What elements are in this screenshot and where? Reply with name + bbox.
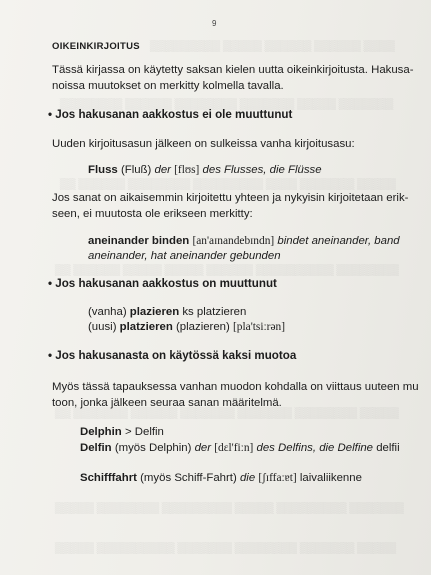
show-through-texture: ▒▒▒▒▒▒▒ ▒▒▒▒▒▒▒▒▒ ▒▒▒▒▒ ▒▒▒▒▒▒▒▒▒ ▒▒▒▒▒▒▒▒ ▒▒▒▒▒ xyxy=(55,502,404,514)
inflection: aneinander, hat aneinander gebunden xyxy=(88,250,281,262)
headword: plazieren xyxy=(129,306,180,318)
example-aneinander-line-1 xyxy=(88,234,400,250)
example-schifffahrt xyxy=(80,471,362,487)
headword: platzieren xyxy=(119,321,173,333)
bullet-heading-1: • Jos hakusanan aakkostus ei ole muuttunut xyxy=(48,108,293,121)
paragraph-3-line-2: toon, jonka jälkeen seuraa sanan määritelmä. xyxy=(52,397,282,409)
example-aneinander-line-2 xyxy=(88,249,281,265)
old-spelling: (plazieren) xyxy=(176,321,230,333)
cross-reference: > Delfin xyxy=(124,426,164,438)
headword: Fluss xyxy=(88,164,118,176)
page-number: 9 xyxy=(212,19,217,28)
show-through-texture: ▒▒▒▒▒▒▒▒ ▒▒▒▒▒▒▒▒▒▒ ▒▒▒▒▒▒ ▒▒▒▒▒ ▒▒▒▒▒ ▒▒▒▒▒▒ ▒▒ xyxy=(55,264,399,276)
inflection: des Delfins, die Delfine xyxy=(256,442,374,454)
variant: (myös Schiff-Fahrt) xyxy=(140,472,237,484)
headword: Delfin xyxy=(80,442,112,454)
show-through-texture: ▒▒▒▒ ▒▒▒▒▒▒ ▒▒▒▒▒▒ ▒▒▒▒▒ ▒▒▒▒▒▒▒▒▒ xyxy=(150,40,395,52)
article: der xyxy=(154,164,171,176)
pronunciation: [ʃɪffaːɐt] xyxy=(258,472,297,484)
pronunciation: [dɛl'fiːn] xyxy=(214,442,254,454)
label: (uusi) xyxy=(88,321,117,333)
paragraph-2-line-1: Jos sanat on aikaisemmin kirjoitettu yhteen ja nykyisin kirjoitetaan erik- xyxy=(52,192,409,204)
bullet-heading-2: • Jos hakusanan aakkostus on muuttunut xyxy=(48,277,277,290)
show-through-texture: ▒▒▒▒▒ ▒▒▒▒▒▒▒▒ ▒▒▒▒▒▒▒ ▒▒▒▒▒▒▒ ▒▒▒▒▒▒ ▒▒▒▒▒▒▒ ▒▒ xyxy=(55,407,399,419)
headword: aneinander binden xyxy=(88,235,190,247)
bullet-heading-3: • Jos hakusanasta on käytössä kaksi muotoa xyxy=(48,349,297,362)
show-through-texture: ▒▒▒▒▒ ▒▒▒▒▒▒▒ ▒▒▒▒ ▒▒▒▒▒▒▒▒▒ ▒▒▒▒▒▒▒▒ ▒▒▒▒▒▒ ▒▒ xyxy=(60,178,397,190)
inflection: bindet aneinander, band xyxy=(277,235,400,247)
pronunciation: [flʊs] xyxy=(174,164,200,176)
pronunciation: [pla'tsiːrən] xyxy=(232,321,286,333)
paragraph-1: Uuden kirjoitusasun jälkeen on sulkeissa vanha kirjoitusasu: xyxy=(52,138,355,150)
old-spelling: (Fluß) xyxy=(120,164,152,176)
intro-line-1: Tässä kirjassa on käytetty saksan kielen uutta oikeinkirjoitusta. Hakusa- xyxy=(52,64,414,76)
meaning: delfii xyxy=(376,442,400,454)
headword: Schifffahrt xyxy=(80,472,137,484)
paragraph-2-line-2: seen, ei muutosta ole erikseen merkitty: xyxy=(52,208,253,220)
show-through-texture: ▒▒▒▒▒▒▒ ▒▒▒▒▒ ▒▒▒▒▒▒▒ ▒▒▒▒▒▒▒▒ ▒▒▒▒▒▒ ▒▒▒▒▒▒▒▒ xyxy=(60,98,394,110)
show-through-texture: ▒▒▒▒▒ ▒▒▒▒▒▒▒ ▒▒▒▒▒▒▒▒ ▒▒▒▒▒▒▒ ▒▒▒▒▒▒▒▒▒▒ ▒▒▒▒▒ xyxy=(55,542,397,554)
label: (vanha) xyxy=(88,306,127,318)
meaning: laivaliikenne xyxy=(299,472,362,484)
example-fluss xyxy=(88,163,322,179)
example-delphin xyxy=(80,425,164,441)
article: der xyxy=(194,442,212,454)
section-title: OIKEINKIRJOITUS xyxy=(52,41,140,52)
article: die xyxy=(239,472,256,484)
inflection: des Flusses, die Flüsse xyxy=(202,164,322,176)
pronunciation: [an'aɪnandebɪndn] xyxy=(192,235,275,247)
example-delfin xyxy=(80,441,400,457)
example-platzieren xyxy=(88,320,285,336)
intro-line-2: noissa muutokset on merkitty kolmella tavalla. xyxy=(52,80,284,92)
paragraph-3-line-1: Myös tässä tapauksessa vanhan muodon kohdalla on viittaus uuteen mu xyxy=(52,381,419,393)
variant: (myös Delphin) xyxy=(114,442,192,454)
example-plazieren xyxy=(88,305,246,321)
cross-reference: ks platzieren xyxy=(182,306,247,318)
headword: Delphin xyxy=(80,426,122,438)
